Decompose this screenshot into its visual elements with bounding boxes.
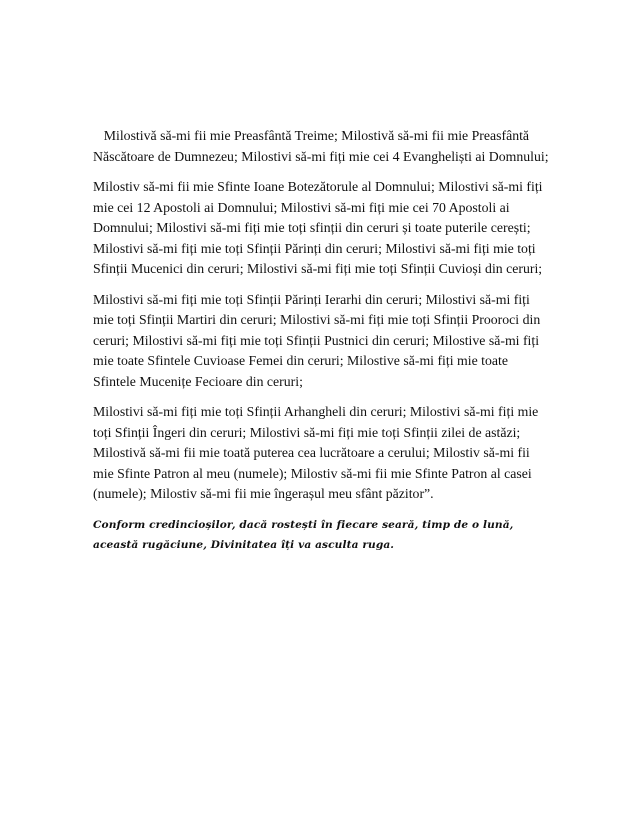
prayer-paragraph-1: Milostivă să-mi fii mie Preasfântă Treime; Milostivă să-mi fii mie Preasfântă Născătoare de Dumnezeu; Milostivi să-mi fiți mie cei 4 Evangheliști ai Domnului;	[93, 128, 549, 164]
closing-note: Conform credincioșilor, dacă rostești în fiecare seară, timp de o lună, această rugăciune, Divinitatea îți va asculta ruga.	[93, 518, 514, 551]
document-page	[93, 126, 551, 555]
prayer-paragraph-2: Milostiv să-mi fii mie Sfinte Ioane Botezătorule al Domnului; Milostivi să-mi fiți mie cei 12 Apostoli ai Domnului; Milostivi să-mi fiți mie cei 70 Apostoli ai Domnului; Milostivi să-mi fiți mie toți sfinții din ceruri și toate puterile cerești; Milostivi să-mi fiți mie toți Sfinții Părinți din ceruri; Milostivi să-mi fiți mie toți Sfinții Mucenici din ceruri; Milostivi să-mi fiți mie toți Sfinții Cuvioși din ceruri;	[93, 179, 543, 276]
prayer-paragraph-4: Milostivi să-mi fiți mie toți Sfinții Arhangheli din ceruri; Milostivi să-mi fiți mie toți Sfinții Îngeri din ceruri; Milostivi să-mi fiți mie toți Sfinții zilei de astăzi; Milostivă să-mi fii mie toată puterea cea lucrătoare a cerului; Milostiv să-mi fii mie Sfinte Patron al meu (numele); Milostiv să-mi fii mie Sfinte Patron al casei (numele); Milostiv să-mi fii mie îngerașul meu sfânt păzitor”.	[93, 404, 539, 501]
prayer-paragraph-3: Milostivi să-mi fiți mie toți Sfinții Părinți Ierarhi din ceruri; Milostivi să-mi fiți mie toți Sfinții Martiri din ceruri; Milostivi să-mi fiți mie toți Sfinții Prooroci din ceruri; Milostivi să-mi fiți mie toți Sfinții Pustnici din ceruri; Milostive să-mi fiți mie toate Sfintele Cuvioase Femei din ceruri; Milostive să-mi fiți mie toate Sfintele Mucenițe Fecioare din ceruri;	[93, 291, 541, 389]
